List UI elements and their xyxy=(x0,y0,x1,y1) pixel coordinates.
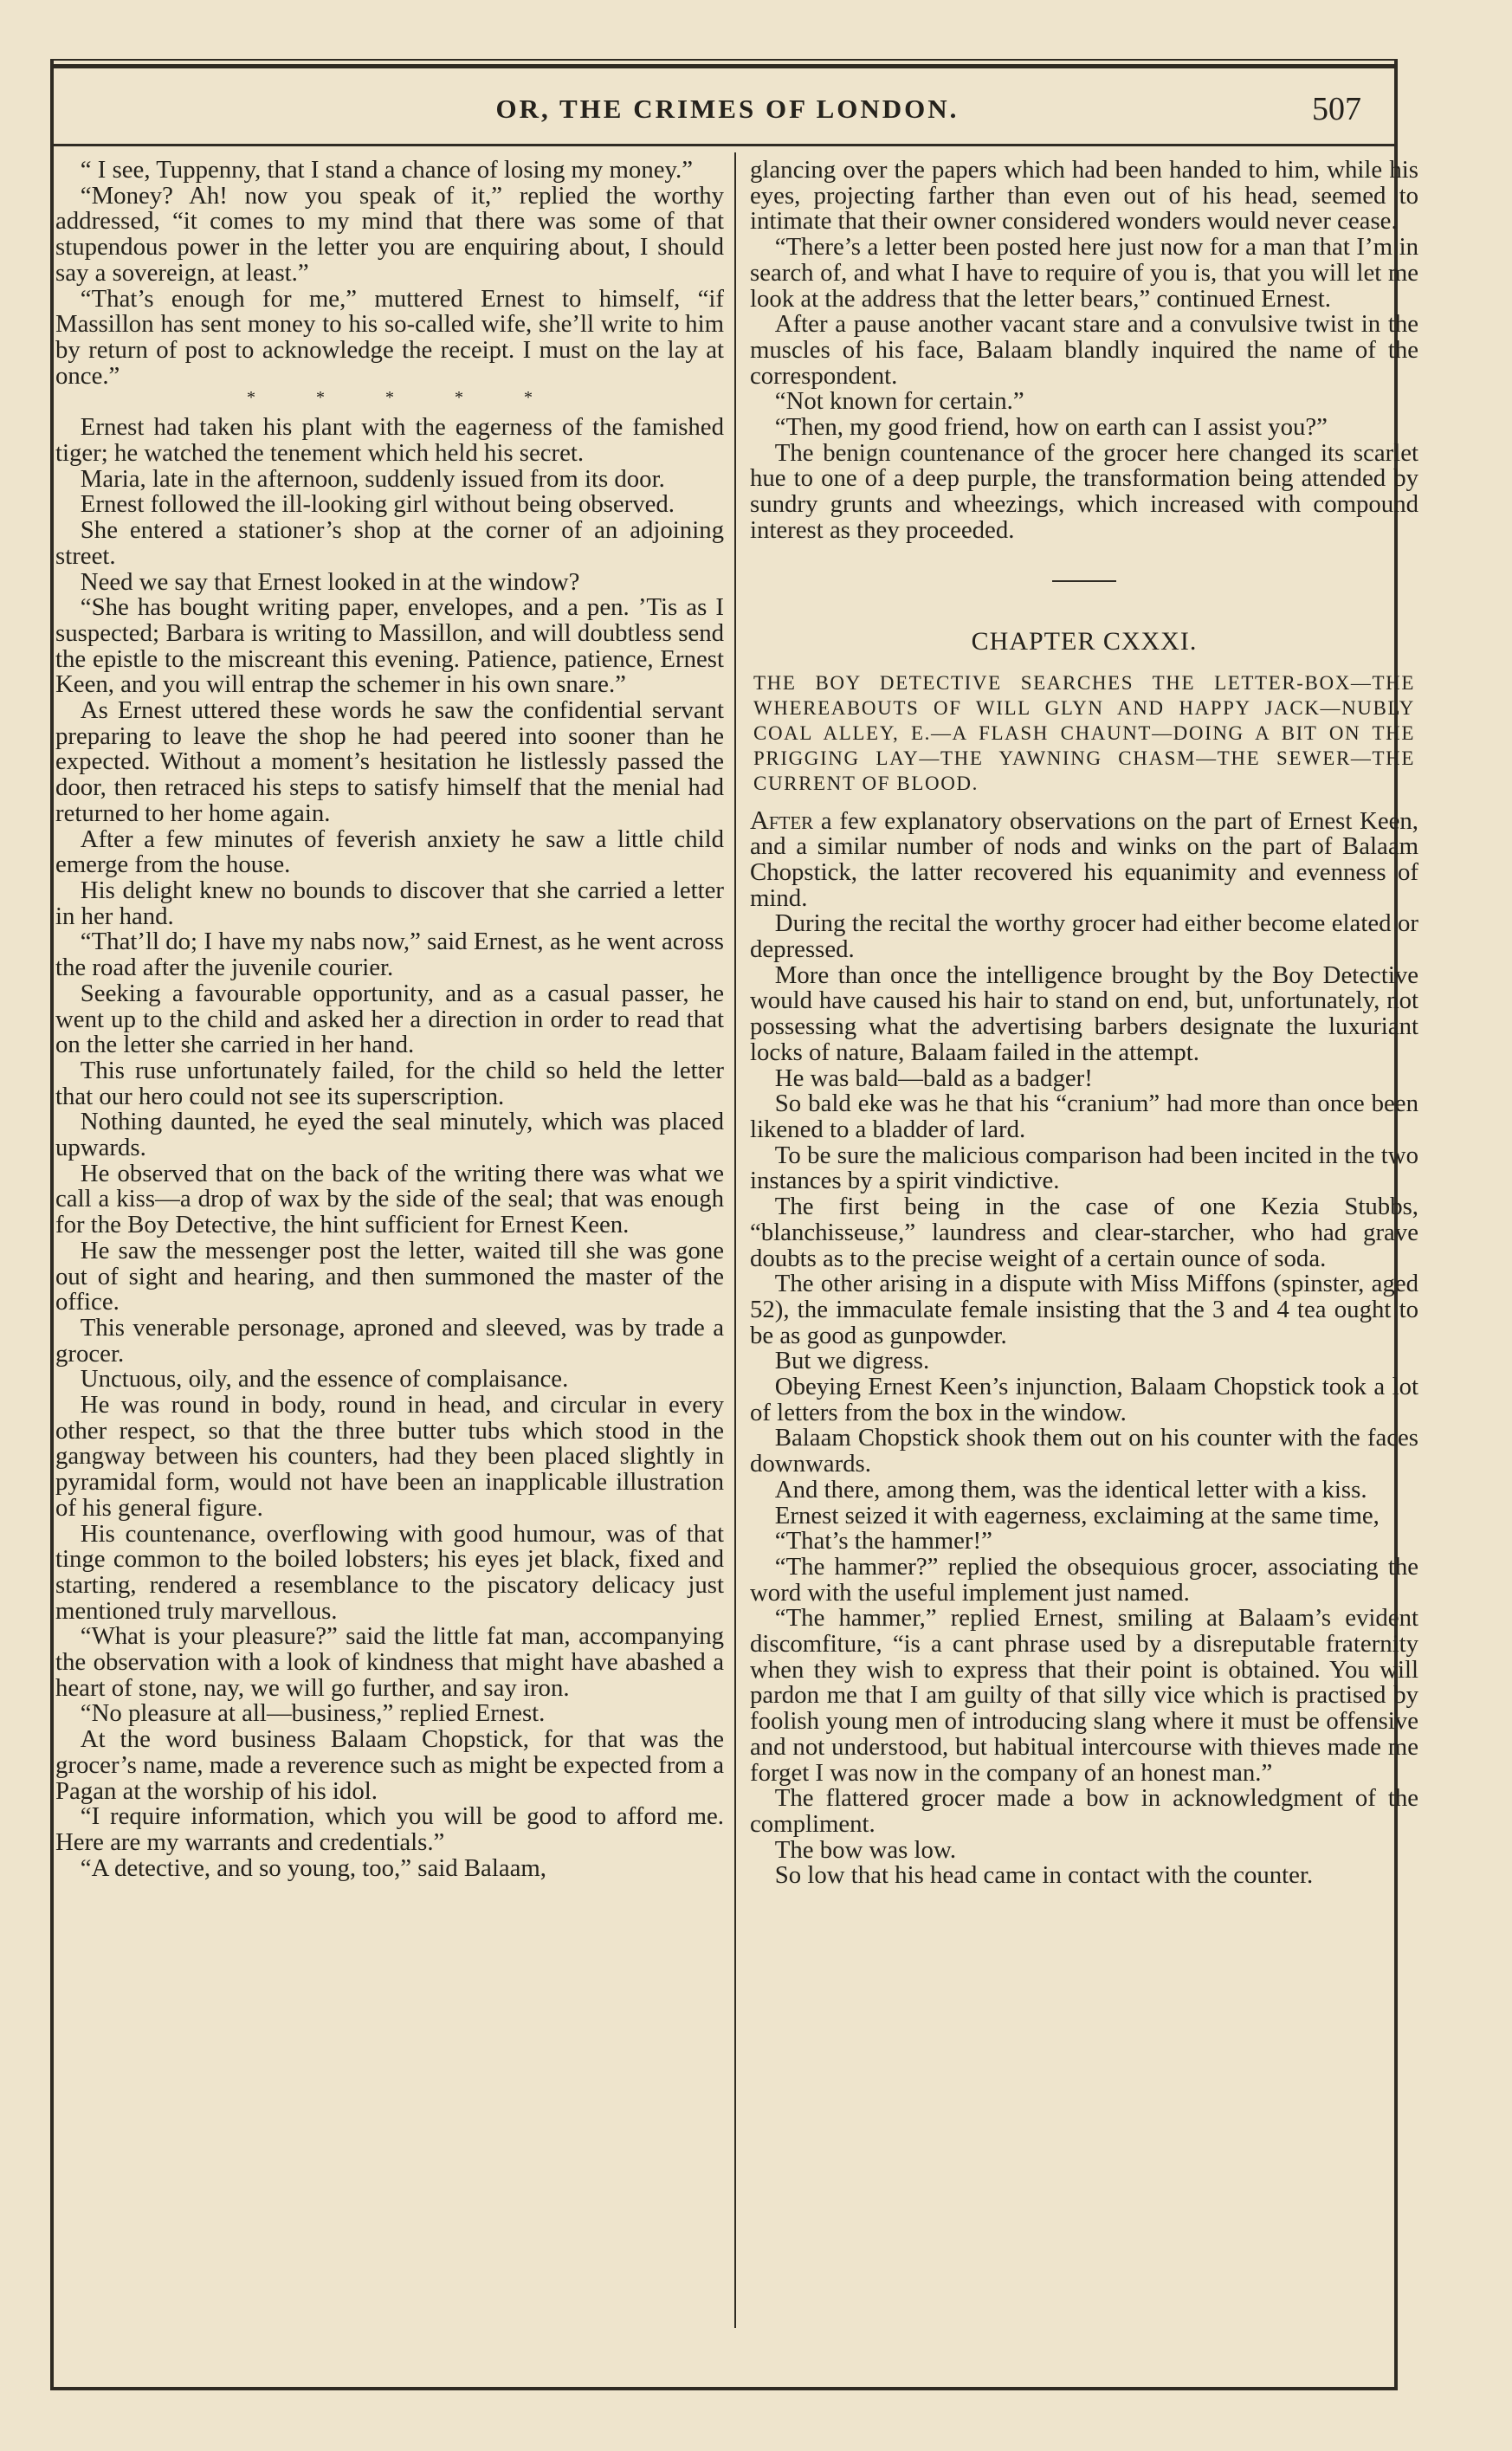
break-mark: * xyxy=(455,388,524,408)
paragraph: So bald eke was he that his “cranium” had more than once been likened to a bladder of lard. xyxy=(750,1090,1418,1143)
chapter-summary: THE BOY DETECTIVE SEARCHES THE LETTER-BOX—THE WHEREABOUTS OF WILL GLYN AND HAPPY JACK—NUBLY COAL ALLEY, E.—A FLASH CHAUNT—DOING A BIT ON THE PRIGGING LAY—THE YAWNING CHASM—THE SEWER—THE CURRENT OF BLOOD. xyxy=(753,671,1415,794)
paragraph: This venerable personage, aproned and sleeved, was by trade a grocer. xyxy=(55,1313,724,1368)
paragraph: The bow was low. xyxy=(774,1835,957,1864)
paragraph: She entered a stationer’s shop at the corner of an adjoining street. xyxy=(55,516,724,570)
paragraph: The first being in the case of one Kezia Stubbs, “blanchisseuse,” laundress and clear-starcher, who had grave doubts as to the precise weight of a certain ounce of soda. xyxy=(750,1193,1418,1272)
right-column xyxy=(750,158,1418,1889)
paragraph: The benign countenance of the grocer here changed its scarlet hue to one of a deep purple, the transformation being attended by sundry grunts and wheezings, which increased with compound interest as they proceeded. xyxy=(750,438,1418,544)
paragraph: During the recital the worthy grocer had either become elated or depressed. xyxy=(750,909,1418,964)
paragraph: “She has bought writing paper, envelopes, and a pen. ’Tis as I suspected; Barbara is writing to Massillon, and will doubtless send the epistle to the miscreant this evening. Patience, patience, Ernest Keen, and you will entrap the schemer in his own snare.” xyxy=(55,593,724,699)
opening-text: a few explanatory observations on the part of Ernest Keen, and a similar number of nods and winks on the part of Balaam Chopstick, the latter recovered his equanimity and evenness of mind. xyxy=(750,806,1418,912)
paragraph: “What is your pleasure?” said the little fat man, accompanying the observation with a look of kindness that might have abashed a heart of stone, nay, we will go further, and say iron. xyxy=(55,1622,724,1702)
left-column xyxy=(55,158,724,1881)
opening-word: After xyxy=(750,805,814,835)
paragraph: glancing over the papers which had been handed to him, while his eyes, projecting farther than even out of his head, seemed to intimate that their owner considered wonders would never cease. xyxy=(750,156,1418,236)
break-mark: * xyxy=(247,388,316,408)
paragraph: “No pleasure at all—business,” replied Ernest. xyxy=(80,1699,546,1728)
left-paragraphs xyxy=(55,415,724,1881)
paragraph: To be sure the malicious comparison had been incited in the two instances by a spirit vindictive. xyxy=(750,1141,1418,1195)
paragraph: “Not known for certain.” xyxy=(774,387,1024,416)
paragraph: “Then, my good friend, how on earth can I assist you?” xyxy=(774,413,1328,442)
separator-rule xyxy=(1052,580,1116,582)
paragraph: More than once the intelligence brought by the Boy Detective would have caused his hair to stand on end, but, unfortunately, not possessing what the advertising barbers designate the luxuriant locks of nature, Balaam failed in the attempt. xyxy=(750,960,1418,1066)
paragraph: But we digress. xyxy=(774,1347,930,1375)
paragraph: “The hammer?” replied the obsequious grocer, associating the word with the useful implement just named. xyxy=(750,1552,1418,1607)
paragraph: And there, among them, was the identical letter with a kiss. xyxy=(774,1475,1367,1504)
paragraph: Ernest seized it with eagerness, exclaiming at the same time, xyxy=(774,1501,1380,1529)
paragraph: “A detective, and so young, too,” said Balaam, xyxy=(80,1853,546,1882)
right-paragraphs-top xyxy=(750,158,1418,544)
paragraph: Nothing daunted, he eyed the seal minutely, which was placed upwards. xyxy=(55,1108,724,1162)
left-paragraphs-top xyxy=(55,158,724,389)
paragraph: After a pause another vacant stare and a convulsive twist in the muscles of his face, Balaam blandly inquired the name of the correspondent. xyxy=(750,310,1418,390)
paragraph: As Ernest uttered these words he saw the confidential servant preparing to leave the shop he had peered into sooner than he expected. Without a moment’s hesitation he listlessly passed the door, then retraced his steps to satisfy himself that the menial had returned to her home again. xyxy=(55,696,724,827)
paragraph: “ I see, Tuppenny, that I stand a chance of losing my money.” xyxy=(80,156,694,184)
paragraph: Balaam Chopstick shook them out on his counter with the faces downwards. xyxy=(750,1424,1418,1478)
paragraph: This ruse unfortunately failed, for the child so held the letter that our hero could not see its superscription. xyxy=(55,1056,724,1110)
paragraph: His countenance, overflowing with good humour, was of that tinge common to the boiled lobsters; his eyes jet black, fixed and starting, rendered a resemblance to the piscatory delicacy just mentioned truly marvellous. xyxy=(55,1519,724,1625)
paragraph: Maria, late in the afternoon, suddenly issued from its door. xyxy=(80,464,665,493)
chapter-opening-paragraph xyxy=(750,805,1418,912)
paragraph: The other arising in a dispute with Miss Miffons (spinster, aged 52), the immaculate female insisting that the 3 and 4 tea ought to be as good as gunpowder. xyxy=(750,1270,1418,1349)
break-mark: * xyxy=(316,388,385,408)
top-rule-thin xyxy=(50,59,1398,61)
paragraph: “There’s a letter been posted here just now for a man that I’m in search of, and what I have to require of you is, that you will let me look at the address that the letter bears,” continued Ernest. xyxy=(750,233,1418,313)
top-rule-thick xyxy=(50,64,1398,68)
paragraph: “I require information, which you will be good to afford me. Here are my warrants and credentials.” xyxy=(55,1802,724,1856)
break-mark: * xyxy=(385,388,455,408)
paragraph: After a few minutes of feverish anxiety he saw a little child emerge from the house. xyxy=(55,825,724,879)
column-divider xyxy=(734,152,736,2328)
paragraph: He saw the messenger post the letter, waited till she was gone out of sight and hearing, and then summoned the master of the office. xyxy=(55,1236,724,1316)
left-border xyxy=(50,59,54,2389)
paragraph: “That’ll do; I have my nabs now,” said Ernest, as he went across the road after the juvenile courier. xyxy=(55,928,724,982)
paragraph: He observed that on the back of the writing there was what we call a kiss—a drop of wax by the side of the seal; that was enough for the Boy Detective, the hint sufficient for Ernest Keen. xyxy=(55,1159,724,1239)
paragraph: The flattered grocer made a bow in acknowledgment of the compliment. xyxy=(750,1784,1418,1838)
right-paragraphs xyxy=(750,911,1418,1889)
paragraph: Need we say that Ernest looked in at the window? xyxy=(80,567,580,596)
paragraph: Ernest followed the ill-looking girl without being observed. xyxy=(80,490,675,519)
section-break xyxy=(55,389,724,406)
break-mark: * xyxy=(524,388,593,408)
paragraph: “The hammer,” replied Ernest, smiling at Balaam’s evident discomfiture, “is a cant phrase used by a disreputable fraternity when they wish to express that their point is obtained. You will pardon me that I am guilty of that silly vice which is practised by foolish young men of introducing slang where it must be offensive and not understood, but habitual intercourse with thieves made me forget I was now in the company of an honest man.” xyxy=(750,1604,1418,1787)
paragraph: He was round in body, round in head, and circular in every other respect, so that the three butter tubs which stood in the gangway between his counters, had they been placed slightly in pyramidal form, would not have been an inapplicable illustration of his general figure. xyxy=(55,1391,724,1522)
paragraph: At the word business Balaam Chopstick, for that was the grocer’s name, made a reverence such as might be expected from a Pagan at the worship of his idol. xyxy=(55,1725,724,1805)
paragraph: He was bald—bald as a badger! xyxy=(774,1064,1093,1092)
header-rule xyxy=(50,144,1398,146)
paragraph: Unctuous, oily, and the essence of complaisance. xyxy=(80,1365,569,1394)
paragraph: His delight knew no bounds to discover that she carried a letter in her hand. xyxy=(55,876,724,930)
bottom-rule xyxy=(50,2387,1398,2390)
paragraph: Obeying Ernest Keen’s injunction, Balaam Chopstick took a lot of letters from the box in the window. xyxy=(750,1373,1418,1426)
paragraph: So low that his head came in contact with the counter. xyxy=(774,1861,1314,1890)
chapter-title: CHAPTER CXXXI. xyxy=(971,626,1198,656)
paragraph: Ernest had taken his plant with the eagerness of the famished tiger; he watched the tenement which held his secret. xyxy=(55,413,724,468)
paragraph: Seeking a favourable opportunity, and as a casual passer, he went up to the child and asked her a direction in order to read that on the letter she carried in her hand. xyxy=(55,979,724,1059)
paragraph: “That’s the hammer!” xyxy=(774,1527,992,1555)
paragraph: “Money? Ah! now you speak of it,” replied the worthy addressed, “it comes to my mind that there was some of that stupendous power in the letter you are enquiring about, I should say a sovereign, at least.” xyxy=(55,181,724,287)
running-title: OR, THE CRIMES OF LONDON. xyxy=(495,94,960,124)
page-number: 507 xyxy=(1312,91,1361,127)
paragraph: “That’s enough for me,” muttered Ernest to himself, “if Massillon has sent money to his so-called wife, she’ll write to him by return of post to acknowledge the receipt. I must on the lay at once.” xyxy=(55,284,724,390)
